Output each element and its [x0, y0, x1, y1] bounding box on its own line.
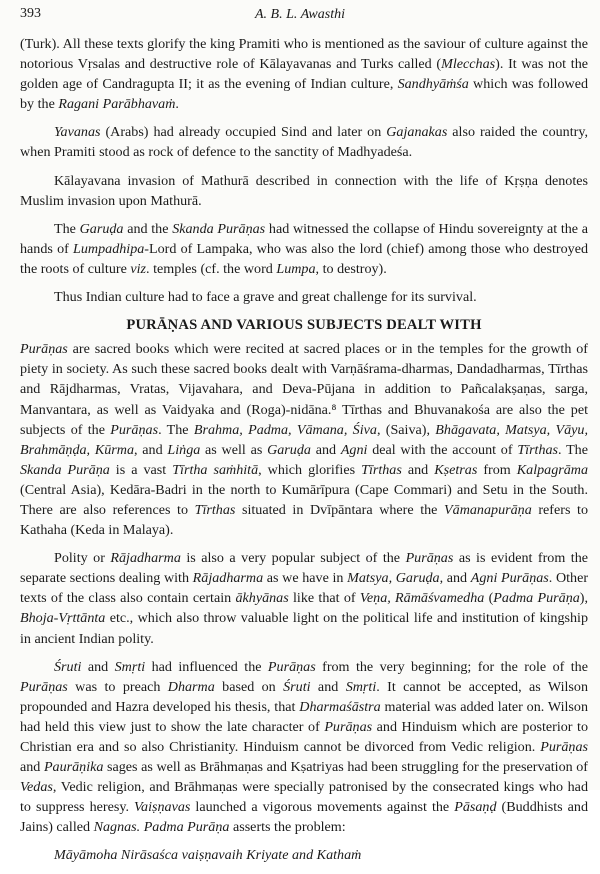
italic-text: Gajanakas [386, 124, 448, 141]
paragraph-p4 [20, 219, 588, 279]
text-run: situated in Dvīpāntara where the [235, 501, 445, 518]
italic-text: Purāṇas [267, 658, 316, 675]
italic-text: Kalpagrāma [516, 461, 589, 478]
text-run: , (Saiva), [376, 421, 436, 438]
text-run: and [310, 678, 346, 695]
italic-text: Liṅga [167, 441, 201, 458]
text-run: and [81, 658, 115, 675]
paragraph-p5 [20, 287, 588, 307]
text-run: . temples (cf. the word [146, 260, 277, 277]
paragraphs-before-heading [20, 34, 588, 307]
text-run: and [20, 759, 44, 776]
italic-text: Matsya, Garuḍa [347, 570, 440, 587]
section-heading: PURĀṆAS AND VARIOUS SUBJECTS DEALT WITH [126, 317, 482, 334]
italic-text: Purāṇas [540, 739, 588, 755]
text-run: which was followed by the [20, 76, 588, 113]
italic-text: Tīrthas [361, 461, 402, 478]
text-run: Thus Indian culture had to face a grave and great challenge for its survival. [54, 289, 477, 306]
italic-text: Rājadharma [192, 570, 264, 587]
italic-text: Dharmaśāstra [299, 698, 381, 715]
paragraph-p7 [20, 548, 588, 648]
italic-text: Smṛti [345, 678, 377, 695]
text-run: etc., which also throw valuable light on the political life and institution of kingship in ancient Indian polity. [20, 610, 588, 647]
text-run: -Lord of Lampaka, who was also the lord (chief) among those who destroyed the roots of culture [20, 240, 589, 277]
italic-text: Purāṇas [405, 550, 454, 567]
italic-text: Agni [340, 441, 368, 458]
text-run: . [175, 96, 179, 113]
text-run: are sacred books which were recited at sacred places or in the temples for the growth of piety in society. As such these sacred books dealt with Varṇāśrama-dharmas, Dandadharmas, Tīrthas and Rājdharmas, Vratas, Vijavahara, and Deva-Pūjana in addition to Pañcalakṣaṇas, sarga, Manvantara, as well as Vaidyaka and (Roga)-nidāna.⁸ Tīrthas and Bhuvanakośa are also the pet subjects of the [20, 341, 588, 438]
text-run: material was added later on. Wilson had held this view just to show the late character of [20, 698, 588, 735]
text-run: refers to Kathaha (Keda in Malaya). [20, 501, 588, 539]
text-run: as we have in [263, 570, 348, 587]
italic-text: Veṇa, Rāmāśvamedha [359, 590, 485, 607]
italic-text: Lumpa [276, 260, 316, 277]
italic-text: Vedas [20, 779, 53, 796]
text-run: from [477, 461, 517, 478]
text-run: had influenced the [145, 658, 268, 675]
italic-text: Sandhyāṁśa [397, 76, 469, 93]
italic-text: Śruti [54, 658, 82, 675]
italic-text: Lumpadhipa [73, 240, 145, 257]
text-run: . Other texts of the class also contain certain [20, 570, 589, 607]
italic-text: Agni Purāṇas [470, 570, 549, 587]
paragraphs-after-heading [20, 339, 588, 837]
text-run: (Arabs) had already occupied Sind and later on [100, 124, 387, 141]
text-run: , and [439, 570, 471, 587]
italic-text: Purāṇas [20, 341, 68, 358]
paragraph-p2 [20, 122, 588, 162]
italic-text: Bhoja-Vṛttānta [20, 610, 106, 627]
text-run: like that of [288, 590, 360, 607]
italic-text: Mlecchas [441, 56, 496, 73]
page-header [14, 6, 586, 26]
verse-line: Māyāmoha Nirāsaśca vaiṣṇavaih Kriyate and Kathaṁ [54, 847, 362, 864]
text-run: ). It was not the golden age of Candragupta II; it as the evening of Indian culture, [20, 56, 588, 93]
text-run: launched a vigorous movements against the [190, 799, 455, 816]
italic-text: Vaiṣṇavas [134, 799, 191, 816]
page-number: 393 [20, 6, 41, 21]
text-run: . It cannot be accepted, as Wilson propounded and Hazra developed his thesis, that [20, 678, 589, 715]
text-run: , to destroy). [315, 260, 387, 277]
text-run: , which glorifies [258, 461, 362, 478]
text-run: . The [558, 441, 588, 458]
paragraph-p8 [20, 657, 588, 838]
italic-text: Tīrtha saṁhitā [172, 461, 259, 478]
text-run: and [401, 461, 435, 478]
body-text [20, 34, 588, 874]
italic-text: Śruti [283, 678, 311, 695]
paragraph-p6 [20, 339, 588, 540]
italic-text: Kṣetras [434, 461, 478, 478]
text-run: The [54, 220, 80, 237]
italic-text: Purāṇas [110, 421, 159, 438]
italic-text: Rājadharma [110, 550, 181, 567]
text-run: also raided the country, when Pramiti stood as rock of defence to the sanctity of Madhyadeśa. [20, 124, 588, 161]
text-run: was to preach [67, 678, 168, 695]
paragraph-p3 [20, 171, 588, 211]
text-run: and Hinduism which are posterior to Christian era and so also Christianity. Hinduism cannot be divorced from Vedic religion. [20, 718, 589, 755]
text-run: is a vast [109, 461, 173, 478]
text-run: and the [123, 220, 173, 237]
text-run: deal with the account of [367, 441, 518, 458]
italic-text: Padma Purāṇa [493, 590, 580, 607]
italic-text: Purāṇas [324, 718, 373, 735]
italic-text: Ragani Parābhavaṁ [58, 96, 176, 113]
italic-text: Skanda Purāṇa [20, 461, 110, 478]
italic-text: Brahma, Padma, Vāmana, Śiva [193, 421, 377, 438]
running-head: A. B. L. Awasthi [255, 7, 345, 22]
italic-text: Tīrthas [517, 441, 559, 458]
paragraph-p1 [20, 34, 588, 114]
italic-text: Skanda Purāṇas [172, 220, 266, 237]
text-run: ), [579, 590, 589, 607]
italic-text: Tīrthas [194, 501, 236, 518]
italic-text: Dharma [167, 678, 215, 695]
italic-text: Smṛti [114, 658, 146, 675]
italic-text: Pāsaṇḍ [454, 799, 497, 816]
italic-text: Yavanas [54, 124, 101, 141]
italic-text: Vāmanapurāṇa [444, 501, 532, 518]
text-run: sages as well as Brāhmaṇas and Kṣatriyas had been struggling for the preservation of [103, 759, 588, 776]
text-run: (Turk). All these texts glorify the king Pramiti who is mentioned as the saviour of culture against the notorious Vṛsalas and destructive role of Kālayavanas and Turks called ( [20, 36, 588, 73]
italic-text: ākhyānas [235, 590, 289, 607]
text-run: as well as [200, 441, 268, 458]
text-run: from the very beginning; for the role of the [315, 658, 588, 675]
italic-text: Nagnas. Padma Purāṇa [93, 819, 230, 836]
italic-text: Bhāgavata, Matsya, Vāyu, Brahmāṇḍa, Kūrma [20, 421, 588, 458]
italic-text: Garuḍa [267, 441, 311, 458]
text-run: (Buddhists and Jains) called [20, 799, 589, 836]
text-run: and [310, 441, 341, 458]
text-run: based on [214, 678, 284, 695]
text-run: is also a very popular subject of the [180, 550, 406, 567]
text-run: asserts the problem: [229, 819, 346, 836]
italic-text: Paurāṇika [43, 759, 104, 776]
text-run: as is evident from the separate sections dealing with [20, 550, 589, 587]
text-run: ( [484, 590, 494, 607]
italic-text: Garuḍa [79, 220, 124, 237]
text-run: , Vedic religion, and Brāhmaṇas were specially patronised by the consecrated kings who had to suppress heresy. [20, 779, 588, 816]
text-run: Polity or [54, 550, 111, 567]
italic-text: Purāṇas [20, 678, 68, 695]
text-run: had witnessed the collapse of Hindu sovereignty at the a hands of [20, 220, 589, 257]
italic-text: viz [130, 260, 147, 277]
text-run: . The [158, 421, 194, 438]
text-run: Kālayavana invasion of Mathurā described in connection with the life of Kṛṣṇa denotes Muslim invasion upon Mathurā. [20, 172, 588, 209]
text-run: , and [134, 441, 168, 458]
text-run: (Central Asia), Kedāra-Badri in the north to Kumārīpura (Cape Commari) and Setu in the South. There are also references to [20, 481, 588, 518]
